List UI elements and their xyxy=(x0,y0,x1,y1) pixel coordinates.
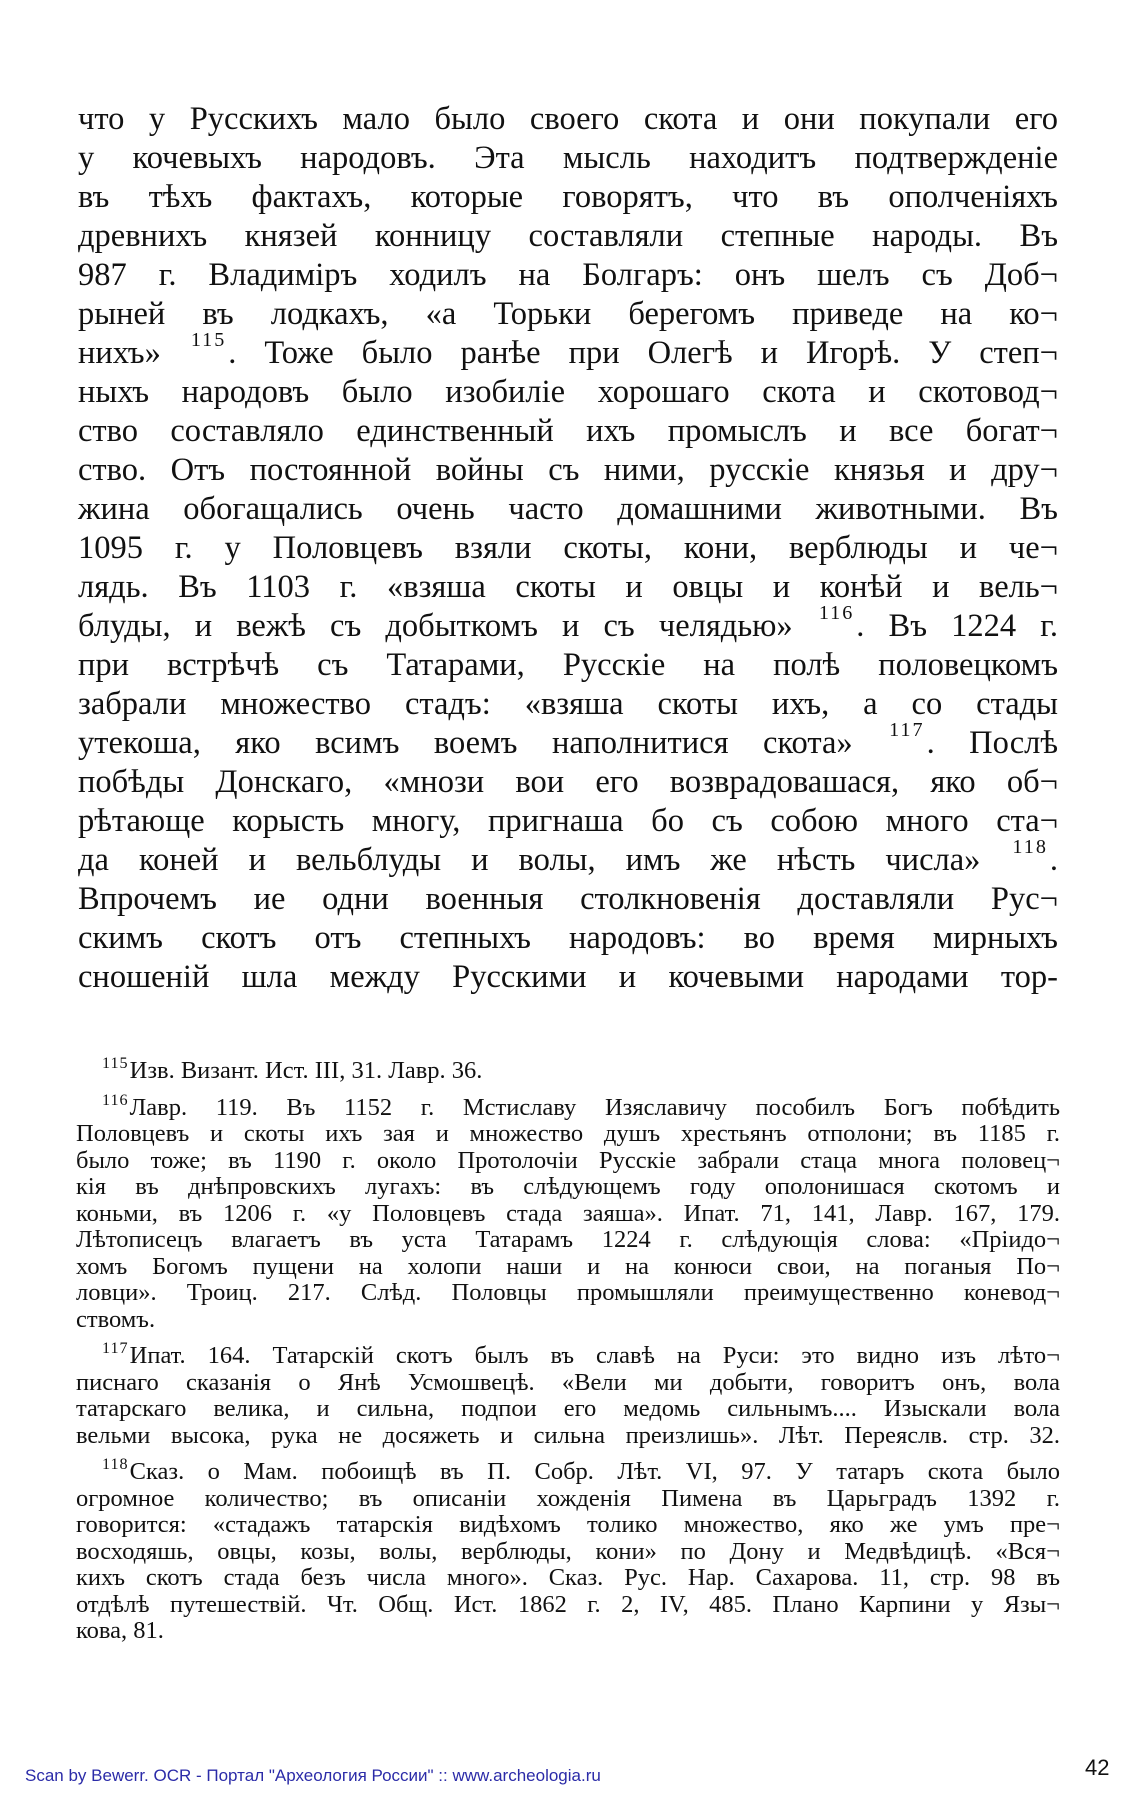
footnote-118 xyxy=(76,1456,1060,1645)
text-line: 987 г. Владиміръ ходилъ на Болгаръ: онъ шелъ съ Доб¬ xyxy=(78,257,1058,293)
footnote-line: кихъ скотъ стада безъ числа много». Сказ. Рус. Нар. Сахарова. 11, стр. 98 въ xyxy=(76,1564,1060,1591)
text-line: что у Русскихъ мало было своего скота и они покупали его xyxy=(78,101,1058,137)
footnote-line: татарскаго велика, и сильна, подпои его медомь сильнымъ.... Изыскали вола xyxy=(76,1395,1060,1422)
footnote-line: восходяшь, овцы, козы, волы, верблюды, кони» по Дону и Медвѣдицѣ. «Вся¬ xyxy=(76,1537,1060,1565)
footnote-line: писнаго сказанія о Янѣ Усмошвецѣ. «Вели ми добыти, говоритъ онъ, вола xyxy=(76,1368,1060,1396)
text-line: у кочевыхъ народовъ. Эта мысль находитъ подтвержденіе xyxy=(78,140,1058,176)
footnote-ref-115: 115 xyxy=(190,328,227,351)
text-line: въ тѣхъ фактахъ, которые говорятъ, что въ ополченіяхъ xyxy=(78,179,1058,215)
footnote-number: 117 xyxy=(102,1340,129,1358)
text-line: побѣды Донскаго, «мнози вои его возврадовашася, яко об¬ xyxy=(78,764,1058,800)
text-line: рѣтающе корысть многу, пригнаша бо съ собою много ста¬ xyxy=(78,803,1058,839)
footnote-line xyxy=(76,1091,1060,1122)
footnote-ref-118: 118 xyxy=(1012,835,1048,858)
page-number: 42 xyxy=(1085,1755,1110,1780)
text-fragment: . Тоже было ранѣе при Олегѣ и Игорѣ. У степ¬ xyxy=(228,335,1058,371)
footnote-115 xyxy=(76,1055,1060,1085)
footnote-line: было тоже; въ 1190 г. около Протолочіи Русскіе забрали стаца многа половец¬ xyxy=(76,1146,1060,1174)
footnote-line: кова, 81. xyxy=(76,1617,164,1644)
text-line: при встрѣчѣ съ Татарами, Русскіе на полѣ половецкомъ xyxy=(78,647,1058,683)
footnote-number: 115 xyxy=(102,1055,129,1073)
footnote-line: отдѣлѣ путешествій. Чт. Общ. Ист. 1862 г. 2, IV, 485. Плано Карпини у Язы¬ xyxy=(76,1590,1060,1618)
text-line xyxy=(78,718,1058,763)
text-line: забрали множество стадъ: «взяша скоты ихъ, а со стады xyxy=(78,686,1058,722)
footnote-117 xyxy=(76,1340,1060,1449)
footnote-line: ствомъ. xyxy=(76,1305,156,1333)
text-line: древнихъ князей конницу составляли степные народы. Въ xyxy=(78,218,1058,254)
footnote-text: Изв. Визант. Ист. ІІІ, 31. Лавр. 36. xyxy=(129,1057,483,1084)
text-line: ство составляло единственный ихъ промыслъ и все богат¬ xyxy=(78,413,1058,449)
footnote-ref-117: 117 xyxy=(889,718,925,741)
text-fragment: . xyxy=(1049,842,1059,878)
footnote-text: Ипат. 164. Татарскій скотъ былъ въ славѣ на Руси: это видно изъ лѣто¬ xyxy=(129,1342,1060,1369)
footnote-number: 116 xyxy=(102,1091,129,1109)
text-fragment: утекоша, яко всимъ воемъ наполнитися скота» xyxy=(78,725,853,761)
text-fragment: блуды, и вежѣ съ добыткомъ и съ челядью» xyxy=(78,608,793,644)
scan-credit: Scan by Bewerr. OCR - Портал "Археология России" :: www.archeologia.ru xyxy=(25,1766,601,1785)
footnote-line: хомъ Богомъ пущени на холопи наши и на конюси свои, на поганыя По¬ xyxy=(76,1252,1060,1280)
text-line: ство. Отъ постоянной войны съ ними, русскіе князья и дру¬ xyxy=(78,452,1058,488)
footnote-line: говорится: «стадажъ татарскія видѣхомъ толико множество, яко же умъ пре¬ xyxy=(76,1511,1060,1538)
text-fragment: . Послѣ xyxy=(926,725,1058,761)
text-line: рыней въ лодкахъ, «а Торьки берегомъ приведе на ко¬ xyxy=(78,296,1058,332)
text-line xyxy=(78,835,1059,880)
footnote-number: 118 xyxy=(102,1456,129,1474)
footnote-116 xyxy=(76,1091,1060,1334)
footnote-line xyxy=(76,1055,1060,1085)
footnote-ref-116: 116 xyxy=(818,601,855,624)
footnote-text: Сказ. о Мам. побоищѣ въ П. Собр. Лѣт. VI, 97. У татаръ скота было xyxy=(129,1458,1060,1485)
footnote-line: Половцевъ и скоты ихъ зая и множество душъ хрестьянъ отполони; въ 1185 г. xyxy=(76,1120,1060,1147)
text-fragment: да коней и вельблуды и волы, имъ же нѣсть числа» xyxy=(78,842,981,878)
main-text xyxy=(78,100,1058,997)
text-line xyxy=(78,328,1058,373)
text-line: жина обогащались очень часто домашними животными. Въ xyxy=(78,491,1058,527)
text-line: ныхъ народовъ было изобиліе хорошаго скота и скотовод¬ xyxy=(78,374,1058,410)
footnote-line: вельми высока, рука не досяжеть и сильна преизлишь». Лѣт. Переяслв. стр. 32. xyxy=(76,1421,1060,1449)
text-fragment: нихъ» xyxy=(78,335,161,371)
text-line: Впрочемъ ие одни военныя столкновенія доставляли Рус¬ xyxy=(78,881,1058,917)
footnote-line: ловци». Троиц. 217. Слѣд. Половцы промышляли преимущественно коневод¬ xyxy=(76,1279,1060,1306)
text-fragment: . Въ 1224 г. xyxy=(856,608,1059,644)
footnote-line xyxy=(76,1340,1060,1370)
footnote-line xyxy=(76,1456,1060,1486)
footnote-line: огромное количество; въ описаніи хожденія Пимена въ Царьградъ 1392 г. xyxy=(76,1484,1060,1512)
footnote-line: коньми, въ 1206 г. «у Половцевъ стада заяша». Ипат. 71, 141, Лавр. 167, 179. xyxy=(76,1199,1060,1227)
footnote-line: Лѣтописецъ влагаетъ въ уста Татарамъ 1224 г. слѣдующія слова: «Пріидо¬ xyxy=(76,1226,1060,1253)
footnote-line: кія въ днѣпровскихъ лугахъ: въ слѣдующемъ году ополонишася скотомъ и xyxy=(76,1173,1060,1200)
text-line: лядь. Въ 1103 г. «взяша скоты и овцы и конѣй и вель¬ xyxy=(78,569,1058,605)
text-line: 1095 г. у Половцевъ взяли скоты, кони, верблюды и че¬ xyxy=(78,530,1058,566)
text-line: сношеній шла между Русскими и кочевыми народами тор- xyxy=(78,959,1058,995)
text-line xyxy=(78,601,1059,646)
footnote-text: Лавр. 119. Въ 1152 г. Мстиславу Изяславичу пособилъ Богъ побѣдить xyxy=(129,1093,1060,1121)
footnotes xyxy=(76,1055,1060,1655)
text-line: скимъ скотъ отъ степныхъ народовъ: во время мирныхъ xyxy=(78,920,1058,956)
